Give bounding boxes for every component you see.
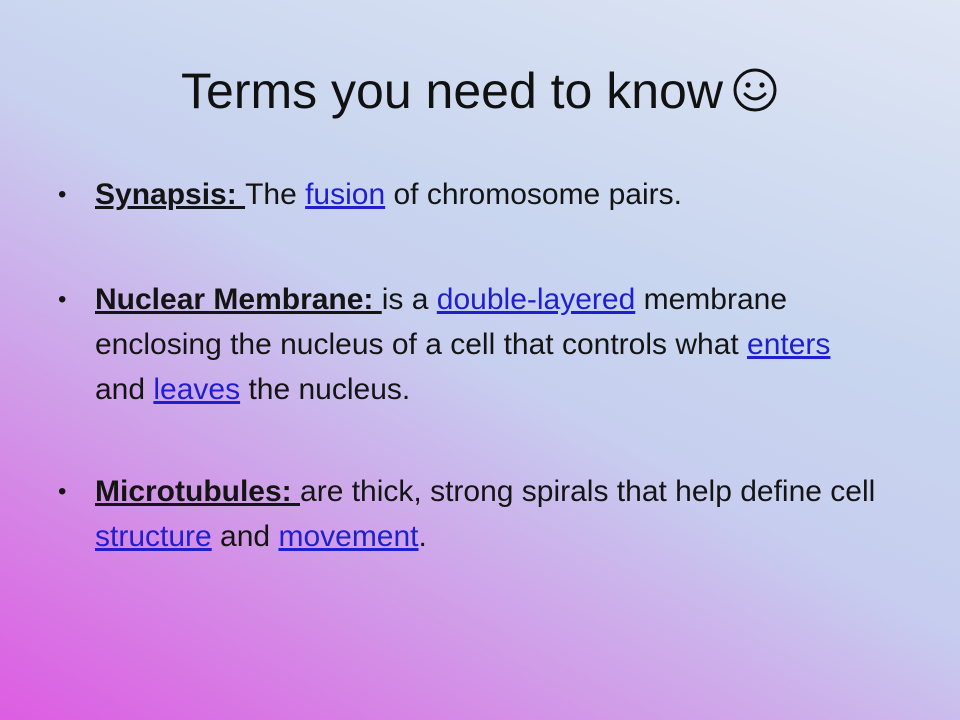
definition-link[interactable]: leaves	[153, 373, 241, 406]
definition-text: of chromosome pairs.	[385, 178, 682, 211]
definition-text: the nucleus.	[240, 373, 411, 406]
definition-link[interactable]: movement	[278, 520, 419, 553]
definition-text: and	[95, 373, 154, 406]
definition-text: are thick, strong spirals that help define cell	[300, 475, 876, 508]
term-label: Nuclear Membrane:	[95, 283, 382, 316]
definition-text: .	[418, 520, 427, 553]
slide-title-text: Terms you need to know	[181, 63, 723, 119]
definition-link[interactable]: enters	[747, 328, 831, 361]
definition-link[interactable]: fusion	[305, 178, 386, 211]
term-label: Synapsis:	[95, 178, 246, 211]
term-label: Microtubules:	[95, 475, 301, 508]
definition-text: and	[211, 520, 279, 553]
term-item-microtubules	[58, 469, 888, 559]
smiley-face-icon	[731, 66, 779, 114]
bullet-icon: •	[58, 478, 67, 505]
slide-title	[0, 58, 960, 124]
bullet-icon: •	[58, 286, 67, 313]
term-list	[58, 172, 888, 559]
term-item-nuclear-membrane	[58, 277, 888, 412]
definition-link[interactable]: structure	[95, 520, 212, 553]
bullet-icon: •	[58, 181, 67, 208]
term-item-synapsis	[58, 172, 888, 217]
definition-link[interactable]: double-layered	[436, 283, 636, 316]
definition-text: The	[245, 178, 306, 211]
definition-text: is a	[381, 283, 437, 316]
definition-text: membrane enclosing the nucleus of a cell that controls what	[95, 283, 788, 361]
